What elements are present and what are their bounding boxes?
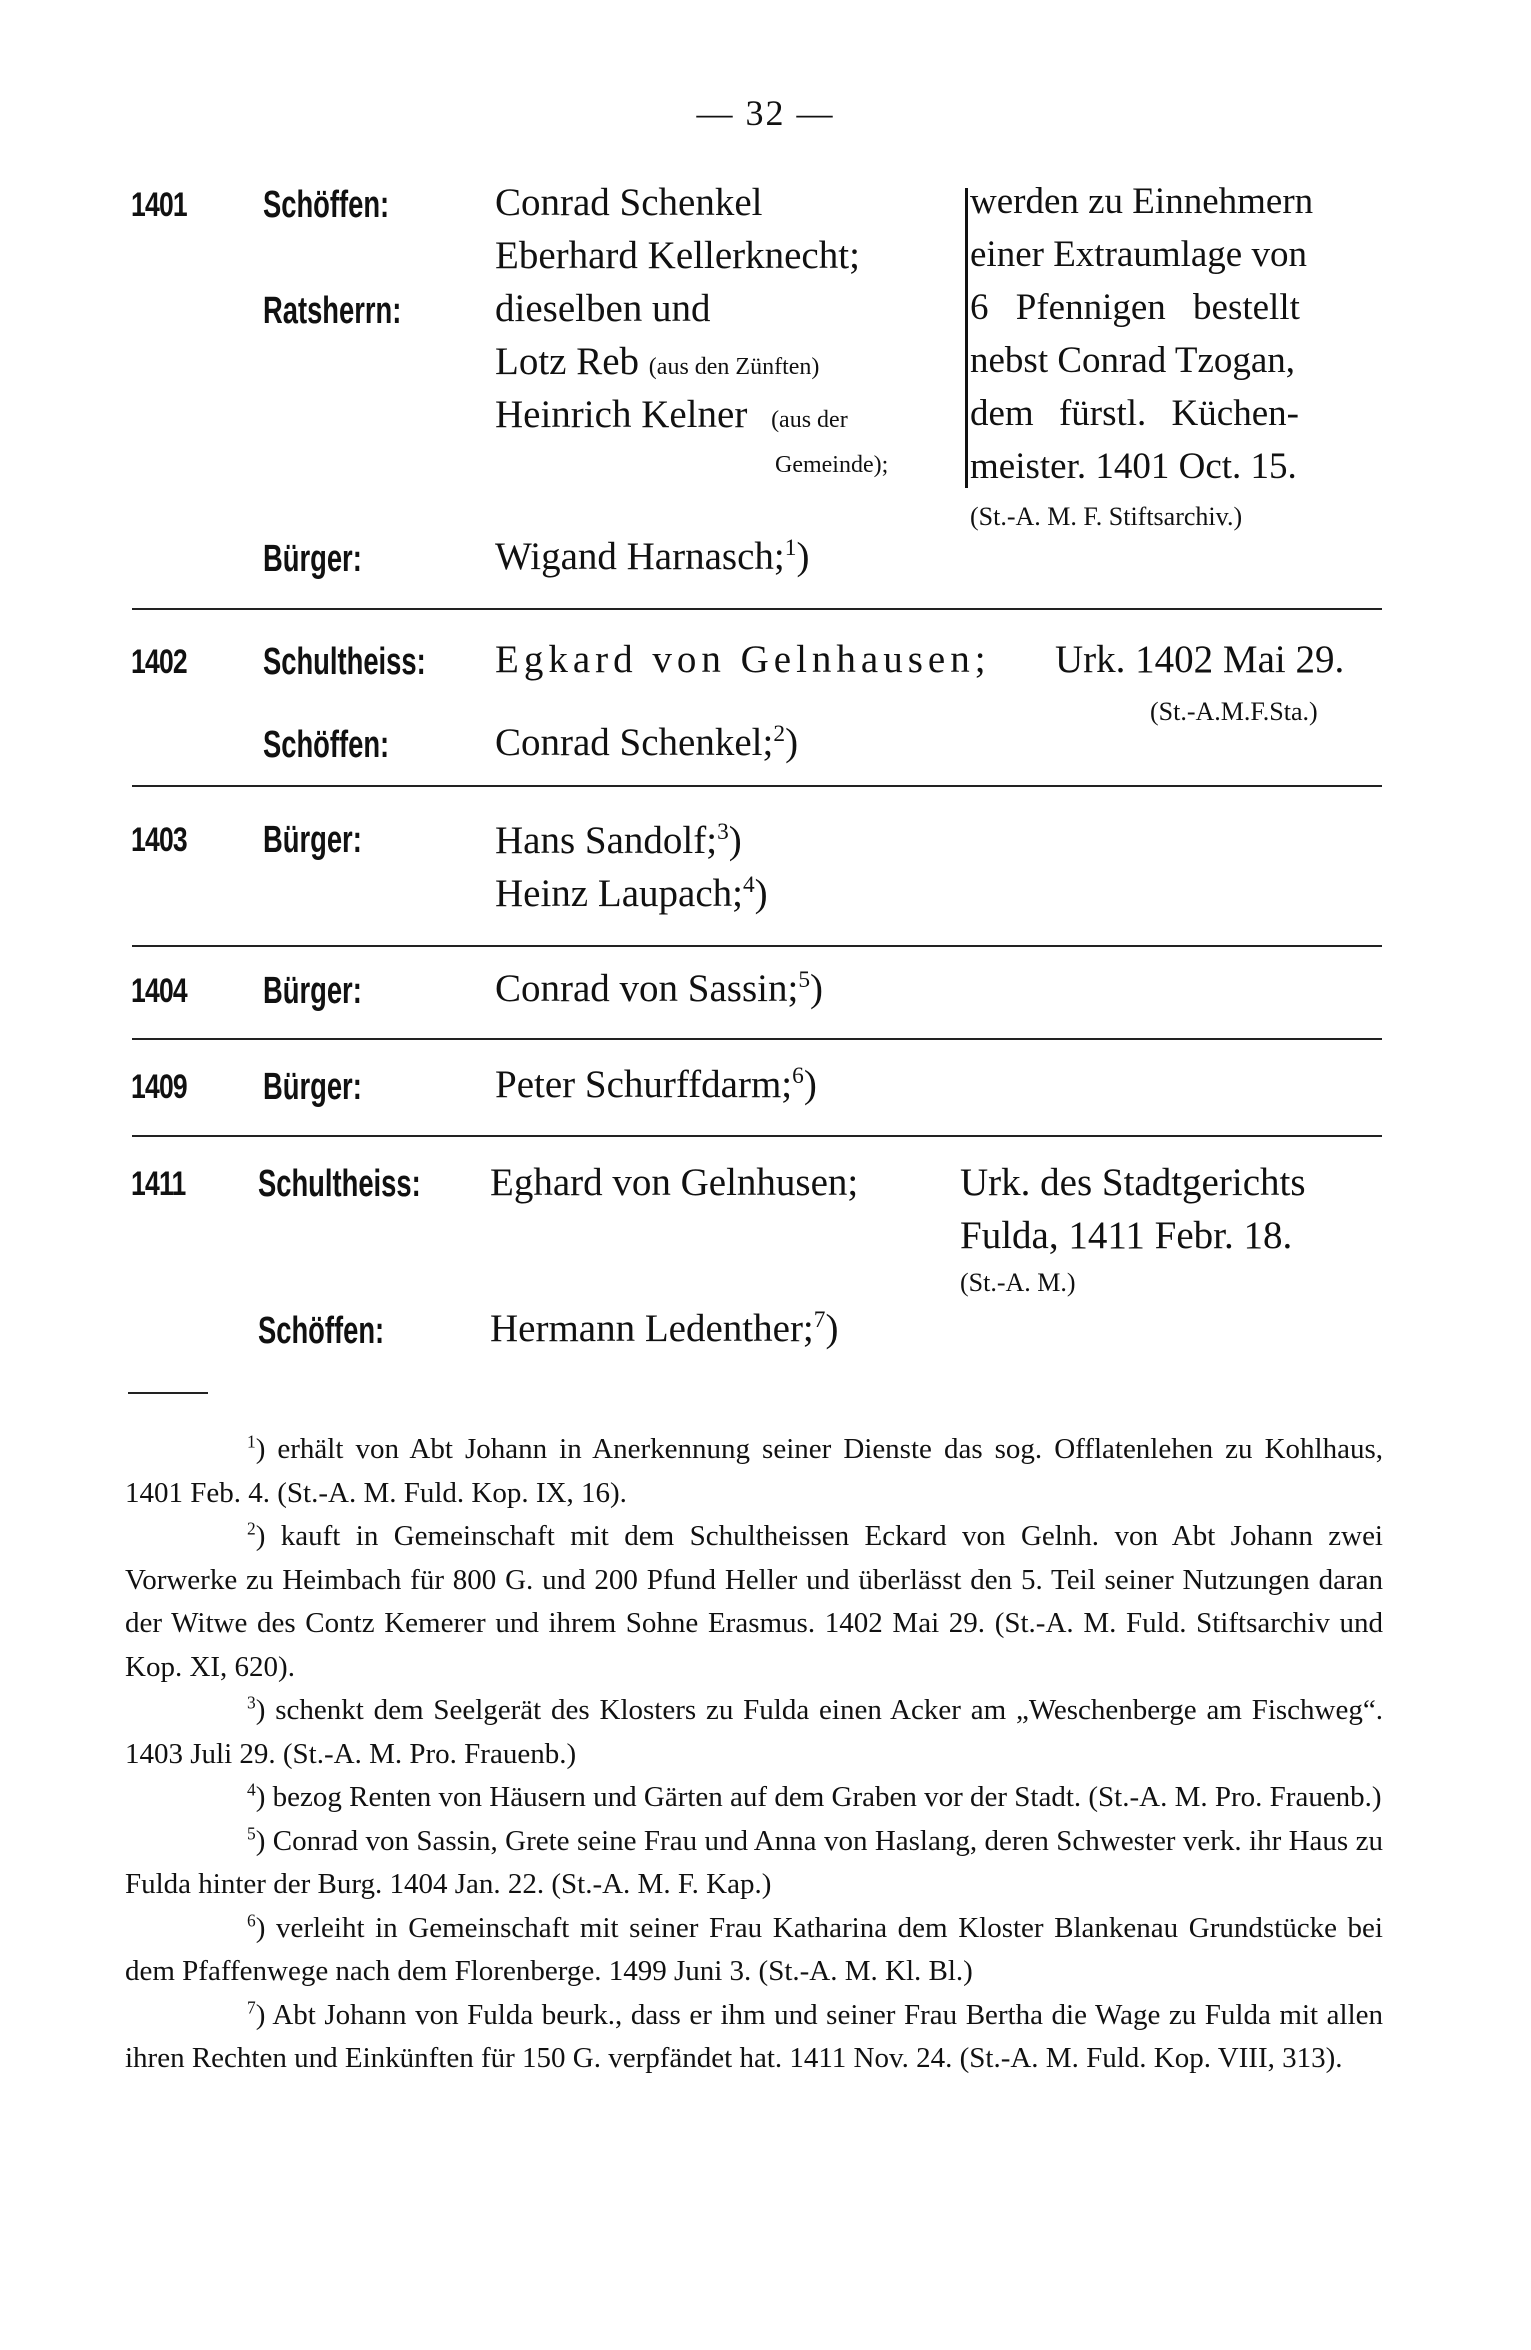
entry-name: Hans Sandolf;$^3$)	[495, 819, 742, 862]
footnote-ref[interactable]: 6	[792, 1063, 804, 1089]
entry-role: Schöffen:	[263, 184, 390, 226]
entry-name: Heinz Laupach;$^4$)	[495, 872, 768, 915]
footnote-ref[interactable]: 3	[717, 819, 729, 845]
footnote-ref[interactable]: 7	[813, 1307, 826, 1333]
entry-year: 1402	[131, 643, 187, 681]
footnote-text: Abt Johann von Fulda beurk., dass er ihm und seiner Frau Bertha die Wage zu Fulda mit allen ihren Rechten und Einkünften für 150 G. verpfändet hat. 1411 Nov. 24. (St.-A. M. Fuld. Kop. VIII, 313).	[125, 1998, 1384, 2074]
entry-role: Schultheiss:	[263, 641, 426, 683]
remark-line: Urk. 1402 Mai 29.	[1055, 638, 1345, 681]
entry-year: 1401	[131, 186, 187, 224]
footnote-number: 6	[247, 1909, 256, 1930]
entry-role: Schöffen:	[263, 724, 390, 766]
remark-line: Fulda, 1411 Febr. 18.	[960, 1214, 1293, 1257]
entry-year: 1411	[131, 1165, 186, 1203]
entry-name: Peter Schurffdarm;$^6$)	[495, 1063, 817, 1106]
entry-name-text: Heinz Laupach;	[495, 872, 743, 915]
entry-role: Bürger:	[263, 819, 362, 861]
entry-name-text: Hans Sandolf;	[495, 819, 718, 862]
footnote-text: schenkt dem Seelgerät des Klosters zu Fulda einen Acker am „Weschenberge am Fischweg“. 1403 Juli 29. (St.-A. M. Pro. Frauenb.)	[125, 1694, 1383, 1770]
divider	[132, 945, 1382, 947]
footnote-text: bezog Renten von Häusern und Gärten auf dem Graben vor der Stadt. (St.-A. M. Pro. Frauenb.)	[272, 1781, 1382, 1813]
entry-role: Bürger:	[263, 970, 362, 1012]
footnote-text: verleiht in Gemeinschaft mit seiner Frau Katharina dem Kloster Blankenau Grundstücke bei dem Pfaffenwege nach dem Florenberge. 1499 Juni 3. (St.-A. M. Kl. Bl.)	[125, 1911, 1383, 1987]
footnote-number: 3	[247, 1692, 256, 1713]
divider	[132, 608, 1382, 610]
source-citation: (St.-A. M. F. Stiftsarchiv.)	[970, 502, 1243, 531]
footnote: $^1$) erhält von Abt Johann in Anerkennung seiner Dienste das sog. Offlatenlehen zu Kohlhaus, 1401 Feb. 4. (St.-A. M. Fuld. Kop. IX, 16).	[125, 1431, 1383, 1509]
remark-line: werden zu Einnehmern	[970, 181, 1314, 222]
entry-name: Wigand Harnasch;$^1$)	[495, 535, 810, 578]
entry-role: Ratsherrn:	[263, 290, 402, 332]
entry-name: Conrad Schenkel	[495, 181, 763, 224]
remark-line: Urk. des Stadtgerichts	[960, 1161, 1306, 1204]
footnote-number: 2	[247, 1518, 256, 1539]
footnote-ref[interactable]: 5	[798, 967, 811, 993]
footnote: $^7$) Abt Johann von Fulda beurk., dass er ihm und seiner Frau Bertha die Wage zu Fulda mit allen ihren Rechten und Einkünften für 150 G. verpfändet hat. 1411 Nov. 24. (St.-A. M. Fuld. Kop. VIII, 313).	[125, 1996, 1384, 2074]
entry-name: Conrad Schenkel;$^2$)	[495, 721, 799, 764]
remark-line: nebst Conrad Tzogan,	[970, 340, 1296, 381]
footnote: $^4$) bezog Renten von Häusern und Gärten auf dem Graben vor der Stadt. (St.-A. M. Pro. Frauenb.)	[247, 1779, 1382, 1813]
entry-note: Gemeinde);	[775, 452, 889, 478]
entry-name: dieselben und	[495, 287, 711, 330]
entry-name	[495, 339, 819, 384]
footnote-number: 4	[247, 1779, 256, 1800]
page-number: — 32 —	[696, 93, 835, 133]
footnote-text: kauft in Gemeinschaft mit dem Schultheissen Eckard von Gelnh. von Abt Johann zwei Vorwerke zu Heimbach für 800 G. und 200 Pfund Heller und überlässt den 5. Teil seiner Nutzungen daran der Witwe des Contz Kemerer und ihrem Sohne Erasmus. 1402 Mai 29. (St.-A. M. Fuld. Stiftsarchiv und Kop. XI, 620).	[125, 1520, 1383, 1683]
entry-role: Schultheiss:	[258, 1163, 421, 1205]
remark-line: einer Extraumlage von	[970, 234, 1307, 275]
source-citation: (St.-A.M.F.Sta.)	[1150, 697, 1318, 726]
entry-name-text: Peter Schurffdarm;	[495, 1063, 793, 1106]
footnote-text: erhält von Abt Johann in Anerkennung seiner Dienste das sog. Offlatenlehen zu Kohlhaus, 1401 Feb. 4. (St.-A. M. Fuld. Kop. IX, 16).	[125, 1433, 1383, 1509]
footnote: $^5$) Conrad von Sassin, Grete seine Frau und Anna von Haslang, deren Schwester verk. ihr Haus zu Fulda hinter der Burg. 1404 Jan. 22. (St.-A. M. F. Kap.)	[125, 1822, 1383, 1900]
footnote-separator	[128, 1392, 208, 1394]
entry-name-text: Conrad Schenkel;	[495, 721, 774, 764]
entry-name-text: Heinrich Kelner	[495, 393, 748, 436]
footnotes	[125, 1428, 1383, 2081]
entry-year: 1404	[131, 972, 187, 1010]
entry-role: Bürger:	[263, 1066, 362, 1108]
entry-name-text: Lotz Reb	[495, 340, 640, 383]
entry-name: Egkard von Gelnhausen;	[495, 638, 991, 681]
source-citation: (St.-A. M.)	[960, 1268, 1076, 1297]
footnote-number: 1	[247, 1431, 256, 1452]
entry-name: Eghard von Gelnhusen;	[490, 1161, 859, 1204]
entry-year: 1409	[131, 1068, 187, 1106]
remark-line: meister. 1401 Oct. 15.	[970, 446, 1297, 487]
footnote-number: 7	[247, 1996, 256, 2017]
entry-name: Eberhard Kellerknecht;	[495, 234, 860, 277]
footnote-number: 5	[247, 1822, 256, 1843]
footnote: $^6$) verleiht in Gemeinschaft mit seiner Frau Katharina dem Kloster Blankenau Grundstücke bei dem Pfaffenwege nach dem Florenberge. 1499 Juni 3. (St.-A. M. Kl. Bl.)	[125, 1909, 1383, 1987]
footnote-ref[interactable]: 1	[784, 535, 797, 561]
entry-role: Schöffen:	[258, 1310, 385, 1352]
footnote: $^3$) schenkt dem Seelgerät des Klosters zu Fulda einen Acker am „Weschenberge am Fischweg“. 1403 Juli 29. (St.-A. M. Pro. Frauenb.)	[125, 1692, 1383, 1770]
footnote: $^2$) kauft in Gemeinschaft mit dem Schultheissen Eckard von Gelnh. von Abt Johann zwei Vorwerke zu Heimbach für 800 G. und 200 Pfund Heller und überlässt den 5. Teil seiner Nutzungen daran der Witwe des Contz Kemerer und ihrem Sohne Erasmus. 1402 Mai 29. (St.-A. M. Fuld. Stiftsarchiv und Kop. XI, 620).	[125, 1518, 1383, 1683]
remark-line: 6 Pfennigen bestellt	[970, 287, 1300, 328]
entry-role: Bürger:	[263, 538, 362, 580]
brace	[955, 188, 968, 488]
divider	[132, 1038, 1382, 1040]
footnote-ref[interactable]: 4	[742, 872, 755, 898]
entry-name-text: Conrad von Sassin;	[495, 967, 799, 1010]
entry-name	[495, 392, 848, 437]
entry-name-text: Hermann Ledenther;	[490, 1307, 814, 1350]
entry-name: Conrad von Sassin;$^5$)	[495, 967, 824, 1010]
entry-note: (aus der	[771, 407, 848, 433]
entry-year: 1403	[131, 821, 187, 859]
entry-note: (aus den Zünften)	[648, 354, 820, 380]
divider	[132, 1135, 1382, 1137]
footnote-ref[interactable]: 2	[773, 721, 786, 747]
footnote-text: Conrad von Sassin, Grete seine Frau und Anna von Haslang, deren Schwester verk. ihr Haus zu Fulda hinter der Burg. 1404 Jan. 22. (St.-A. M. F. Kap.)	[125, 1824, 1383, 1900]
divider	[132, 785, 1382, 787]
entry-name-text: Wigand Harnasch;	[495, 535, 785, 578]
entry-name: Hermann Ledenther;$^7$)	[490, 1307, 839, 1350]
remark-line: dem fürstl. Küchen-	[970, 393, 1299, 434]
